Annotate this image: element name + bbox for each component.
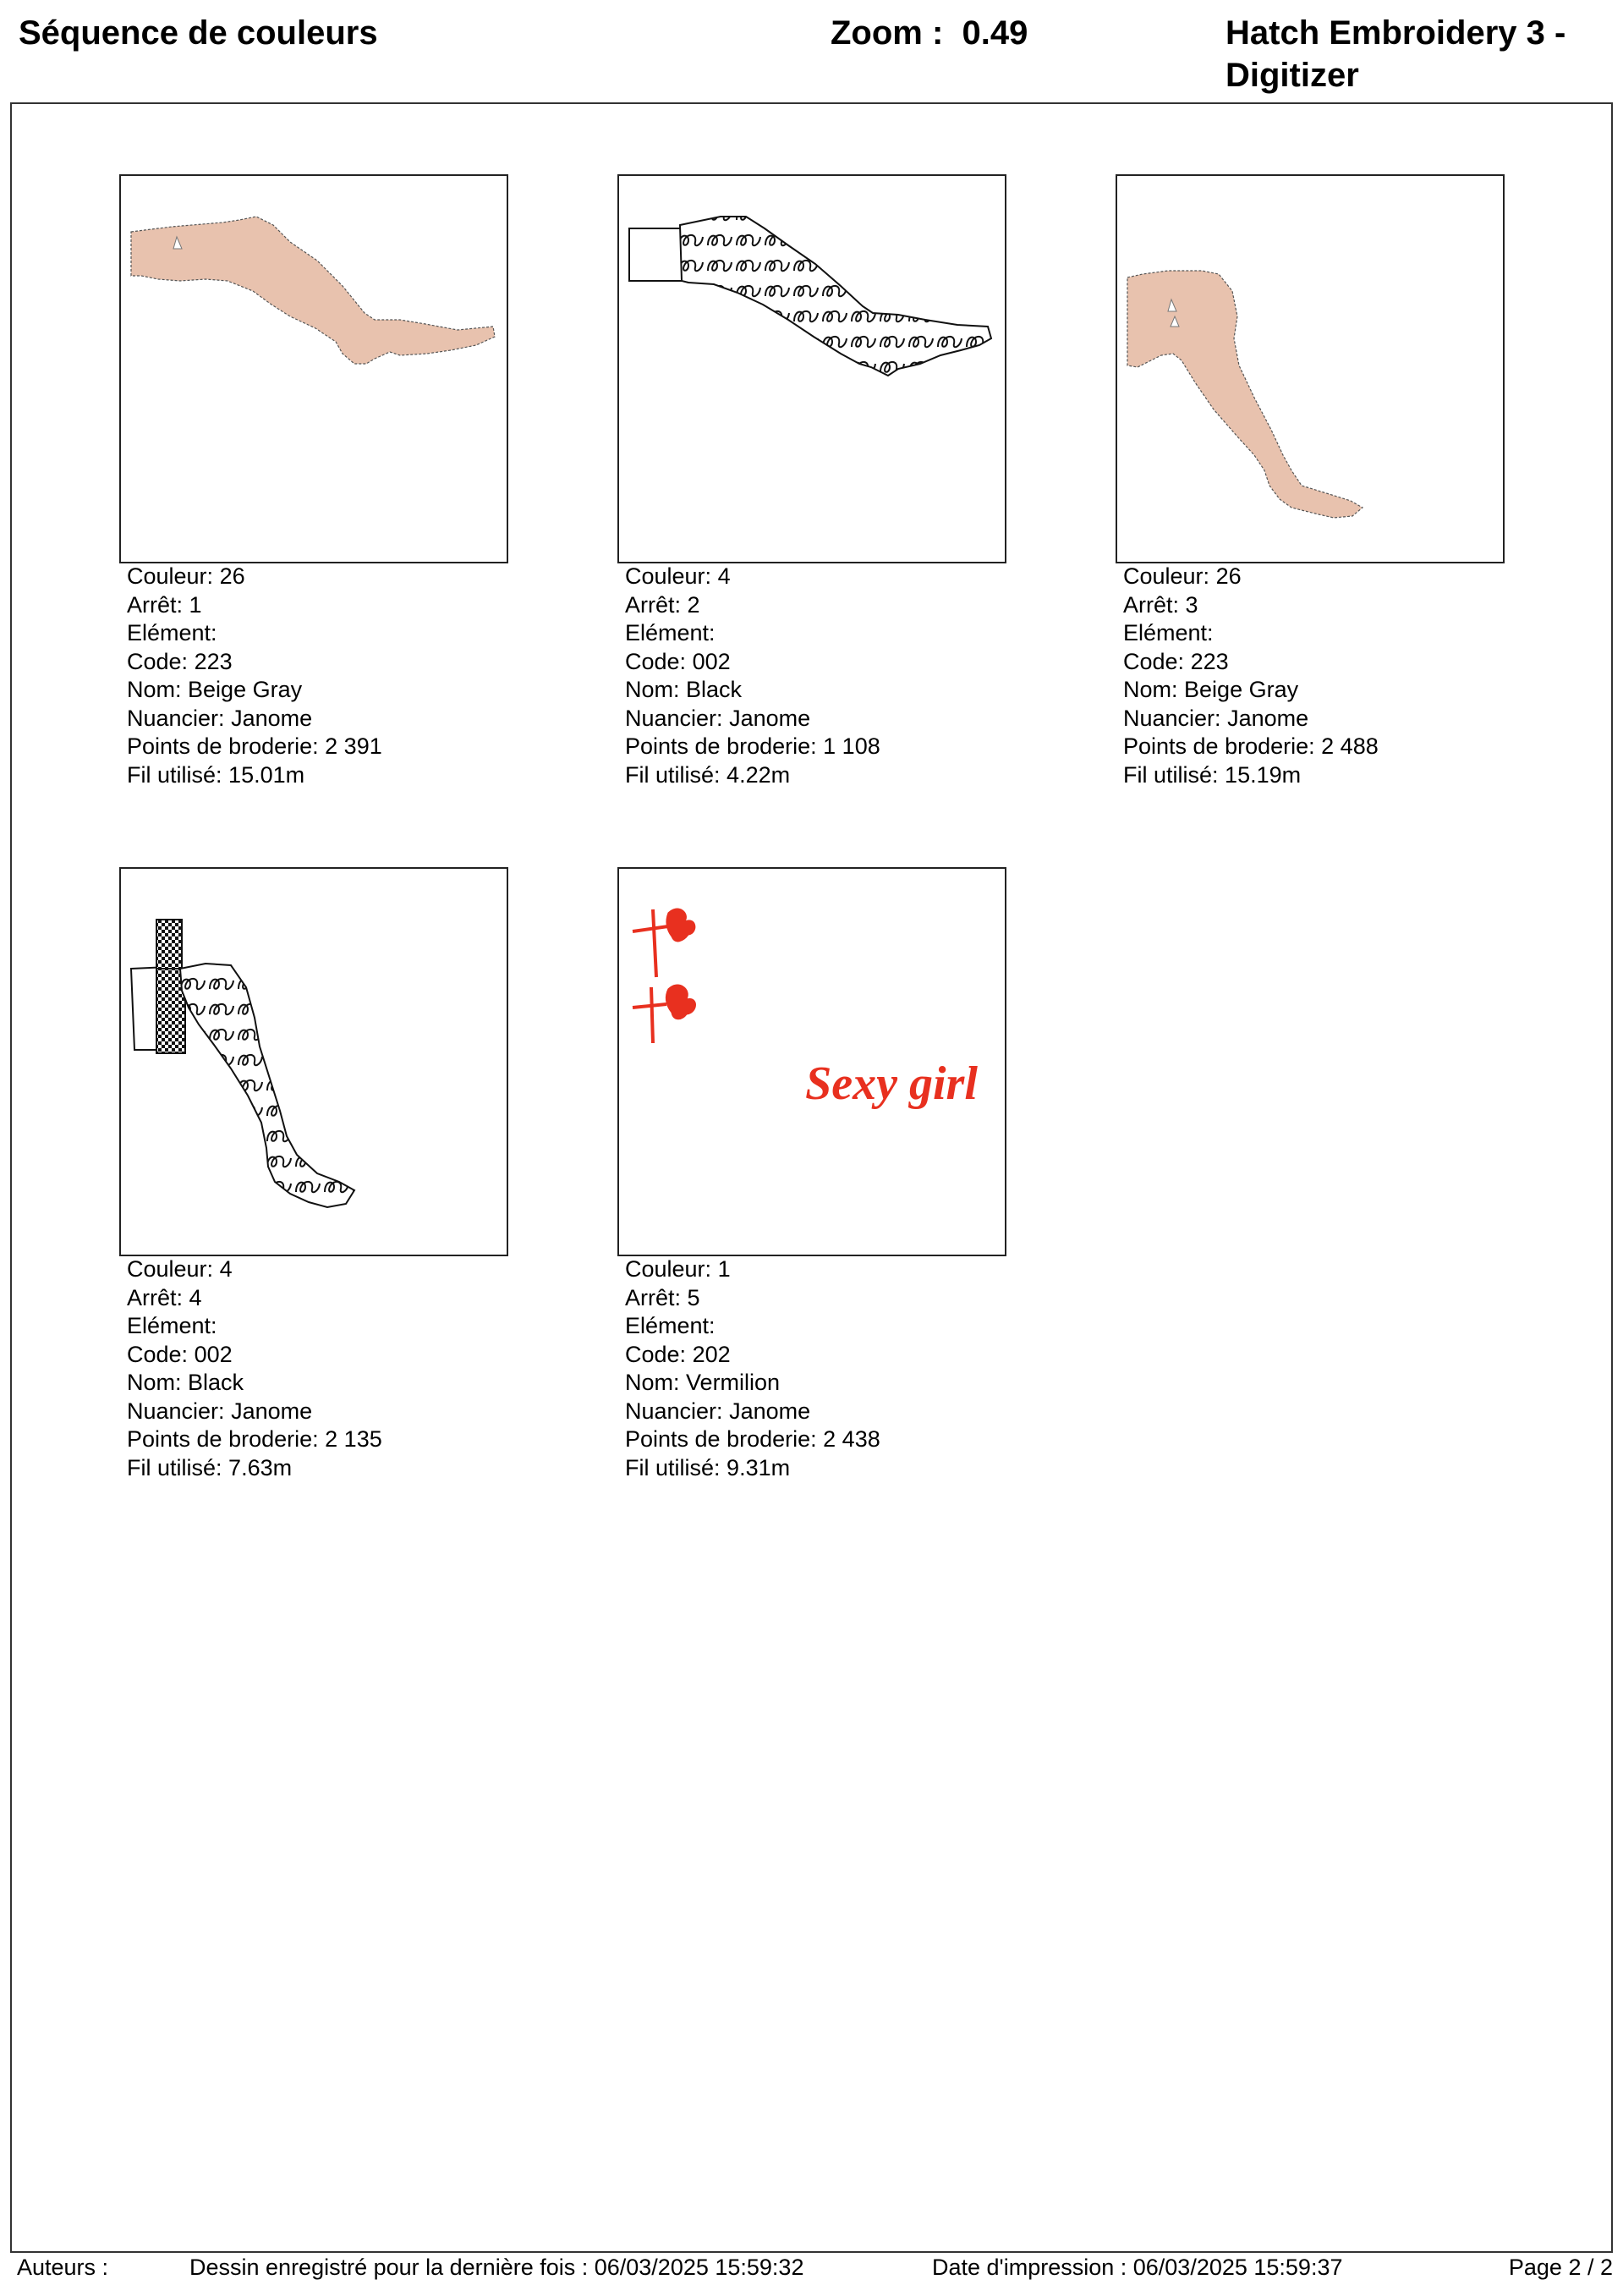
field-label: Nom: [1123,677,1178,702]
field-label: Couleur: [127,563,214,589]
element-row [625,1312,1082,1341]
field-label: Nuancier: [625,705,723,731]
element-row [127,1312,584,1341]
code-row [127,1341,584,1370]
field-label: Elément: [625,1313,716,1338]
field-value: Janome [729,1398,811,1424]
field-value: 2 135 [325,1426,382,1452]
field-label: Arrêt: [625,591,682,618]
element-row [127,619,584,648]
code-row [1123,648,1580,677]
field-value: Janome [231,1398,313,1424]
field-label: Nom: [625,1370,680,1395]
leg-preview-image [121,176,507,562]
fil-row [127,761,584,790]
stop-info-4 [127,1255,584,1482]
fil-row [1123,761,1580,790]
field-label: Fil utilisé: [1123,761,1219,788]
field-label: Nuancier: [127,1398,225,1424]
field-value: 15.01m [228,761,305,788]
field-label: Couleur: [625,563,712,589]
field-label: Points de broderie: [625,1426,817,1452]
arret-row [1123,591,1580,620]
points-row [1123,733,1580,761]
zoom-value: 0.49 [962,14,1028,52]
field-value: 26 [1215,563,1242,589]
code-row [625,1341,1082,1370]
field-value: Beige Gray [188,677,303,702]
field-value: 223 [194,648,233,674]
field-label: Elément: [127,620,217,645]
field-label: Code: [127,1341,189,1367]
nuancier-row [1123,705,1580,733]
field-label: Code: [625,1341,687,1367]
couleur-row [127,1255,584,1284]
stitch-preview-5 [617,867,1006,1256]
stocking-preview-image [619,176,1005,562]
field-value: 002 [692,648,731,674]
field-label: Points de broderie: [127,1426,319,1452]
field-value: Janome [231,705,313,731]
couleur-row [625,563,1082,591]
arret-row [127,1284,584,1313]
field-label: Couleur: [1123,563,1210,589]
field-value: 7.63m [228,1454,293,1480]
stitch-preview-4 [119,867,508,1256]
arret-row [127,591,584,620]
field-label: Arrêt: [127,1284,184,1310]
points-row [625,1425,1082,1454]
nom-row [1123,676,1580,705]
field-label: Arrêt: [625,1284,682,1310]
field-value: 002 [194,1341,233,1367]
field-label: Couleur: [625,1256,712,1282]
field-label: Nuancier: [1123,705,1221,731]
field-value: 9.31m [727,1454,791,1480]
field-label: Code: [1123,648,1185,674]
stop-info-3 [1123,563,1580,789]
field-value: 4.22m [727,761,791,788]
nom-row [127,1369,584,1398]
field-value: Janome [1227,705,1309,731]
nuancier-row [625,1398,1082,1426]
field-value: 1 [717,1256,731,1282]
field-value: Black [188,1370,244,1395]
page-title: Séquence de couleurs [19,14,378,52]
field-label: Points de broderie: [127,733,319,759]
field-label: Nom: [127,1370,182,1395]
app-name: Hatch Embroidery 3 - Digitizer [1225,14,1566,94]
zoom-indicator [831,12,1028,54]
field-value: Black [686,677,743,702]
fil-row [625,761,1082,790]
field-label: Nom: [127,677,182,702]
footer-saved-date: Dessin enregistré pour la dernière fois : 06/03/2025 15:59:32 [189,2255,804,2280]
field-value: Beige Gray [1184,677,1299,702]
field-label: Points de broderie: [625,733,817,759]
field-value: 3 [1185,591,1198,618]
nuancier-row [625,705,1082,733]
code-row [625,648,1082,677]
zoom-label: Zoom : [831,14,944,52]
bows-lettering-preview-image [619,869,1005,1255]
field-label: Fil utilisé: [625,761,721,788]
stitch-preview-1 [119,174,508,563]
field-label: Code: [127,648,189,674]
field-value: 1 108 [823,733,880,759]
field-label: Elément: [1123,620,1214,645]
field-label: Nom: [625,677,680,702]
field-label: Fil utilisé: [127,761,222,788]
field-value: Janome [729,705,811,731]
field-label: Nuancier: [127,705,225,731]
element-row [1123,619,1580,648]
field-value: 5 [687,1284,700,1310]
field-value: 2 391 [325,733,382,759]
nom-row [625,676,1082,705]
nom-row [625,1369,1082,1398]
field-label: Couleur: [127,1256,214,1282]
field-label: Nuancier: [625,1398,723,1424]
field-label: Fil utilisé: [127,1454,222,1480]
field-value: 26 [219,563,245,589]
field-label: Fil utilisé: [625,1454,721,1480]
field-value: 4 [717,563,731,589]
field-label: Elément: [625,620,716,645]
stitch-preview-2 [617,174,1006,563]
couleur-row [625,1255,1082,1284]
fil-row [127,1454,584,1483]
nuancier-row [127,705,584,733]
fil-row [625,1454,1082,1483]
field-label: Arrêt: [1123,591,1180,618]
field-value: Vermilion [686,1370,781,1395]
leg-preview-image [1117,176,1503,562]
couleur-row [1123,563,1580,591]
footer-page-number: Page 2 / 2 [1508,2255,1613,2280]
points-row [625,733,1082,761]
stitch-preview-3 [1116,174,1505,563]
footer-print-date: Date d'impression : 06/03/2025 15:59:37 [932,2255,1343,2280]
field-value: 202 [692,1341,731,1367]
stocking-preview-image [121,869,507,1255]
stop-info-5 [625,1255,1082,1482]
stop-info-2 [625,563,1082,789]
footer-authors: Auteurs : [17,2255,109,2280]
field-value: 1 [189,591,202,618]
field-value: 4 [189,1284,202,1310]
field-value: 223 [1190,648,1229,674]
nuancier-row [127,1398,584,1426]
couleur-row [127,563,584,591]
field-label: Code: [625,648,687,674]
field-value: 2 488 [1321,733,1379,759]
field-value: 4 [219,1256,233,1282]
field-value: 15.19m [1225,761,1302,788]
element-row [625,619,1082,648]
field-label: Points de broderie: [1123,733,1315,759]
code-row [127,648,584,677]
points-row [127,733,584,761]
stop-info-1 [127,563,584,789]
points-row [127,1425,584,1454]
field-label: Elément: [127,1313,217,1338]
field-value: 2 [687,591,700,618]
arret-row [625,1284,1082,1313]
preview-lettering: Sexy girl [805,1057,978,1110]
field-label: Arrêt: [127,591,184,618]
nom-row [127,676,584,705]
arret-row [625,591,1082,620]
field-value: 2 438 [823,1426,880,1452]
